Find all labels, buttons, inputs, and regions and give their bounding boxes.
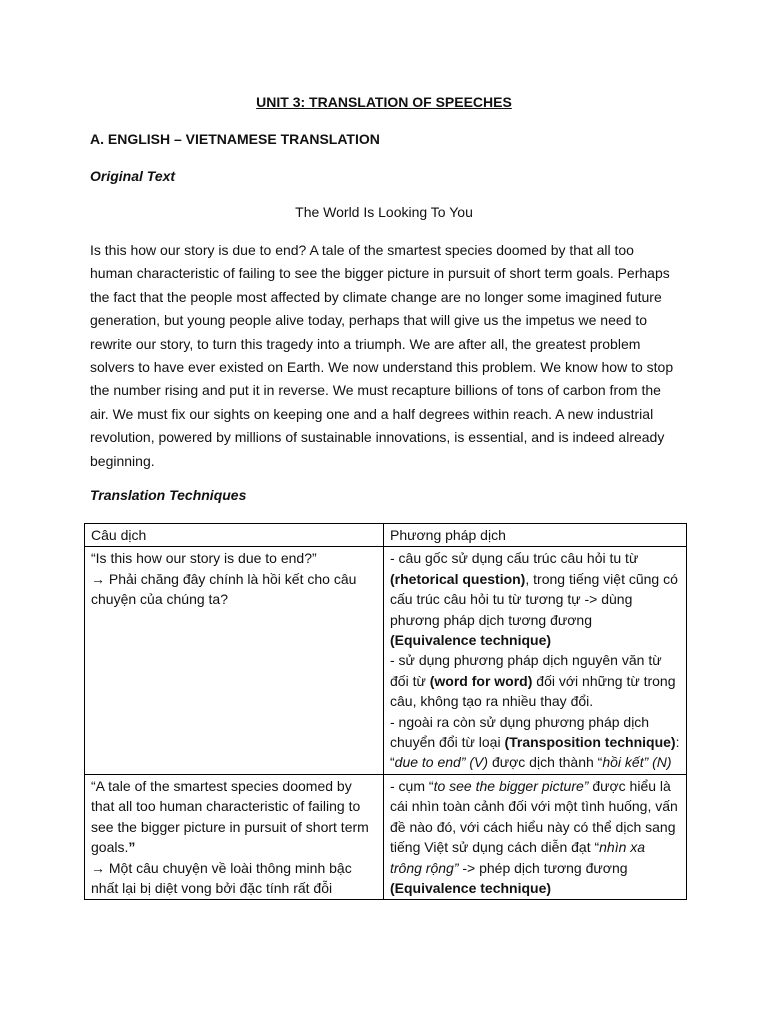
header-cell-method: Phương pháp dịch bbox=[384, 524, 687, 547]
target-sentence: Phải chăng đây chính là hồi kết cho câu chuyện của chúng ta? bbox=[91, 570, 357, 608]
translation-table bbox=[84, 523, 687, 900]
table-header-row bbox=[85, 524, 687, 547]
method-example: nhìn xa trông rộng” bbox=[390, 839, 646, 876]
method-text: - câu gốc sử dụng cấu trúc câu hỏi tu từ bbox=[390, 550, 639, 567]
arrow-right-icon: → bbox=[91, 859, 105, 876]
header-cell-translation: Câu dịch bbox=[85, 524, 384, 547]
method-term: (rhetorical question) bbox=[390, 570, 526, 587]
source-sentence-quote: ” bbox=[128, 839, 136, 856]
method-text: : “ bbox=[390, 734, 680, 771]
method-text: , trong tiếng việt cũng có cấu trúc câu hỏi tu từ tương tự -> dùng phương pháp dịch tương đương bbox=[390, 570, 678, 628]
section-heading: A. ENGLISH – VIETNAMESE TRANSLATION bbox=[90, 131, 380, 147]
method-text: -> phép dịch tương đương bbox=[458, 859, 628, 876]
arrow-right-icon: → bbox=[91, 570, 105, 587]
speech-title: The World Is Looking To You bbox=[295, 204, 473, 220]
translation-cell bbox=[85, 774, 384, 899]
method-text: được dịch thành “ bbox=[488, 754, 603, 771]
techniques-label: Translation Techniques bbox=[90, 487, 247, 503]
table-row bbox=[85, 547, 687, 774]
method-example: to see the bigger picture” bbox=[433, 777, 589, 794]
method-term: (Transposition technique) bbox=[504, 734, 676, 751]
source-sentence: “Is this how our story is due to end?” bbox=[91, 550, 317, 567]
method-text: đối với những từ trong câu, không tạo ra nhiều thay đổi. bbox=[390, 672, 676, 710]
method-example: hồi kết” (N) bbox=[602, 754, 672, 771]
method-term: (word for word) bbox=[429, 672, 533, 689]
source-sentence: “A tale of the smartest species doomed by that all too human characteristic of failing to see the bigger picture in pursuit of short term goals. bbox=[91, 777, 369, 856]
unit-title: UNIT 3: TRANSLATION OF SPEECHES bbox=[256, 94, 512, 110]
method-text: được hiểu là cái nhìn toàn cảnh đối với một tình huống, vấn đề nào đó, với cách hiểu này có thể dịch sang tiếng Việt sử dụng cách diễn đạt “ bbox=[390, 777, 678, 856]
method-cell bbox=[384, 547, 687, 774]
method-term: (Equivalence technique) bbox=[390, 632, 552, 649]
table-row bbox=[85, 774, 687, 899]
original-text-label: Original Text bbox=[90, 168, 176, 184]
method-text: - sử dụng phương pháp dịch nguyên văn từ đối từ bbox=[390, 652, 662, 689]
method-example: due to end” (V) bbox=[394, 754, 489, 771]
speech-body: Is this how our story is due to end? A tale of the smartest species doomed by that all too human characteristic of failing to see the bigger picture in pursuit of short term goals. Perhaps the fact that the people most affected by climate change are no longer some imagined future generation, but young people alive today, perhaps that will give us the impetus we need to rewrite our story, to turn this tragedy into a triumph. We are after all, the greatest problem solvers to have ever existed on Earth. We now understand this problem. We know how to stop the number rising and put it in reverse. We must recapture billions of tons of carbon from the air. We must fix our sights on keeping one and a half degrees within reach. A new industrial revolution, powered by millions of sustainable innovations, is essential, and is indeed already beginning. bbox=[90, 242, 674, 469]
translation-cell bbox=[85, 547, 384, 774]
target-sentence: Một câu chuyện về loài thông minh bậc nhất lại bị diệt vong bởi đặc tính rất đỗi bbox=[91, 859, 352, 896]
method-text: - cụm “ bbox=[390, 777, 434, 794]
method-text: - ngoài ra còn sử dụng phương pháp dịch chuyển đổi từ loại bbox=[390, 713, 650, 751]
method-cell bbox=[384, 774, 687, 899]
method-term: (Equivalence technique) bbox=[390, 879, 552, 896]
